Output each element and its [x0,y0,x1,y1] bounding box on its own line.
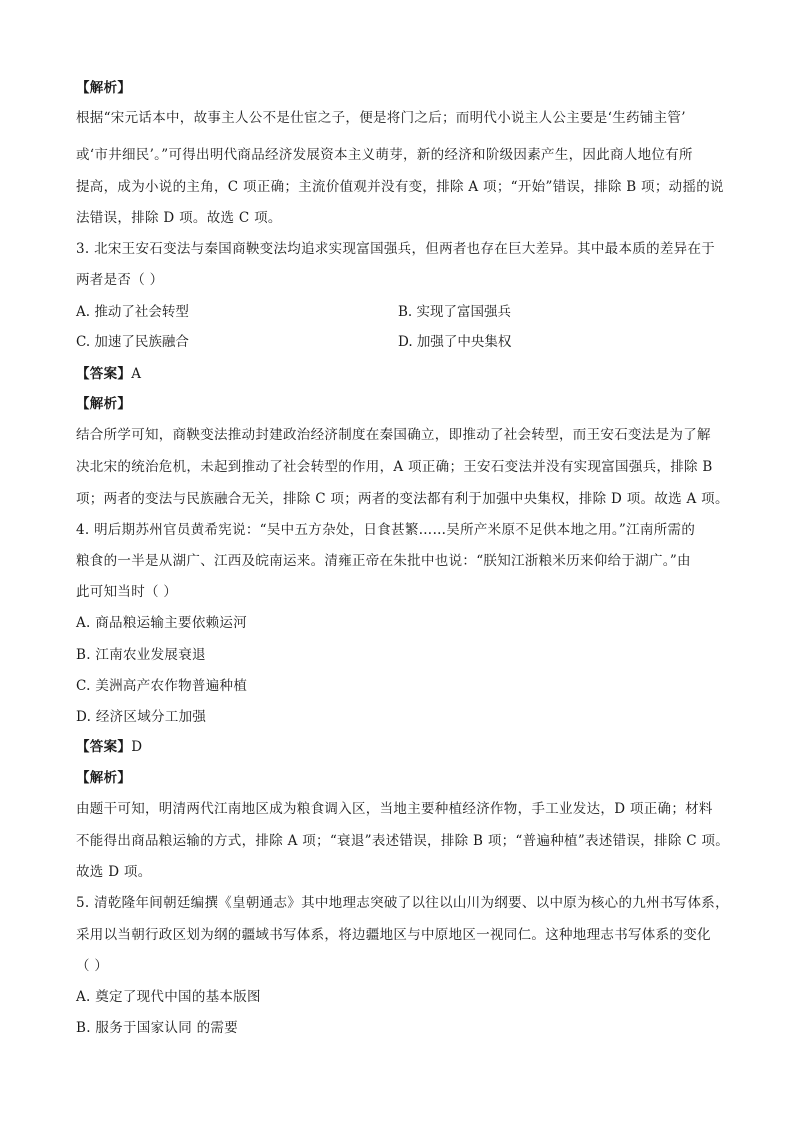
question-stem-line: 两者是否（ ） [76,272,164,288]
option-b: B. 服务于国家认同 的需要 [76,1020,238,1036]
question-stem-line: 此可知当时（ ） [76,584,178,600]
option-a: A. 商品粮运输主要依赖运河 [76,615,248,631]
question-stem-line: （ ） [76,958,109,974]
analysis-text-line: 法错误，排除 D 项。故选 C 项。 [76,210,282,226]
answer-value: D [131,739,143,755]
option-c: C. 加速了民族融合 [76,334,189,350]
option-d: D. 经济区域分工加强 [76,709,207,725]
analysis-text-line: 决北宋的统治危机，未起到推动了社会转型的作用，A 项正确；王安石变法并没有实现富国强兵，排除 B [76,459,713,475]
analysis-text-line: 结合所学可知，商鞅变法推动封建政治经济制度在秦国确立，即推动了社会转型，而王安石变法是为了解 [76,427,711,443]
analysis-text-line: 或‘市井细民’。”可得出明代商品经济发展资本主义萌芽，新的经济和阶级因素产生，因此商人地位有所 [76,147,693,163]
option-a: A. 推动了社会转型 [76,304,189,320]
question-stem-line: 采用以当朝行政区划为纲的疆域书写体系，将边疆地区与中原地区一视同仁。这种地理志书写体系的变化 [76,927,711,943]
answer-value: A [131,366,142,382]
analysis-text-line: 不能得出商品粮运输的方式，排除 A 项；“衰退”表述错误，排除 B 项；“普遍种植”表述错误，排除 C 项。 [76,833,730,849]
question-stem-line: 3. 北宋王安石变法与秦国商鞅变法均追求实现富国强兵，但两者也存在巨大差异。其中最本质的差异在于 [76,241,716,257]
answer-line [76,737,726,757]
question-stem-line: 4. 明后期苏州官员黄希宪说：“吴中五方杂处，日食甚繁……吴所产米原不足供本地之用。”江南所需的 [76,522,696,538]
analysis-text-line: 提高，成为小说的主角，C 项正确；主流价值观并没有变，排除 A 项；“开始”错误，排除 B 项；动摇的说 [76,179,724,195]
analysis-text-line: 项；两者的变法与民族融合无关，排除 C 项；两者的变法都有利于加强中央集权，排除 D 项。故选 A 项。 [76,491,729,507]
option-d: D. 加强了中央集权 [398,334,512,350]
option-a: A. 奠定了现代中国的基本版图 [76,989,261,1005]
option-c: C. 美洲高产农作物普遍种植 [76,678,248,694]
question-stem-line: 5. 清乾隆年间朝廷编撰《皇朝通志》其中地理志突破了以往以山川为纲要、以中原为核心的九州书写体系， [76,895,729,911]
question-stem-line: 粮食的一半是从湖广、江西及皖南运来。清雍正帝在朱批中也说：“朕知江浙粮米历来仰给于湖广。”由 [76,553,691,569]
analysis-tag: 【解析】 [76,770,132,786]
answer-tag: 【答案】 [76,739,132,755]
answer-line [76,364,726,384]
analysis-tag: 【解析】 [76,396,132,412]
analysis-text-line: 由题干可知，明清两代江南地区成为粮食调入区，当地主要种植经济作物，手工业发达，D 项正确；材料 [76,801,713,817]
analysis-text-line: 故选 D 项。 [76,864,152,880]
option-b: B. 实现了富国强兵 [398,304,512,320]
option-b: B. 江南农业发展衰退 [76,647,206,663]
analysis-tag: 【解析】 [76,80,132,96]
analysis-text-line: 根据“宋元话本中，故事主人公不是仕宦之子，便是将门之后；而明代小说主人公主要是‘生药铺主管’ [76,110,686,126]
answer-tag: 【答案】 [76,366,132,382]
